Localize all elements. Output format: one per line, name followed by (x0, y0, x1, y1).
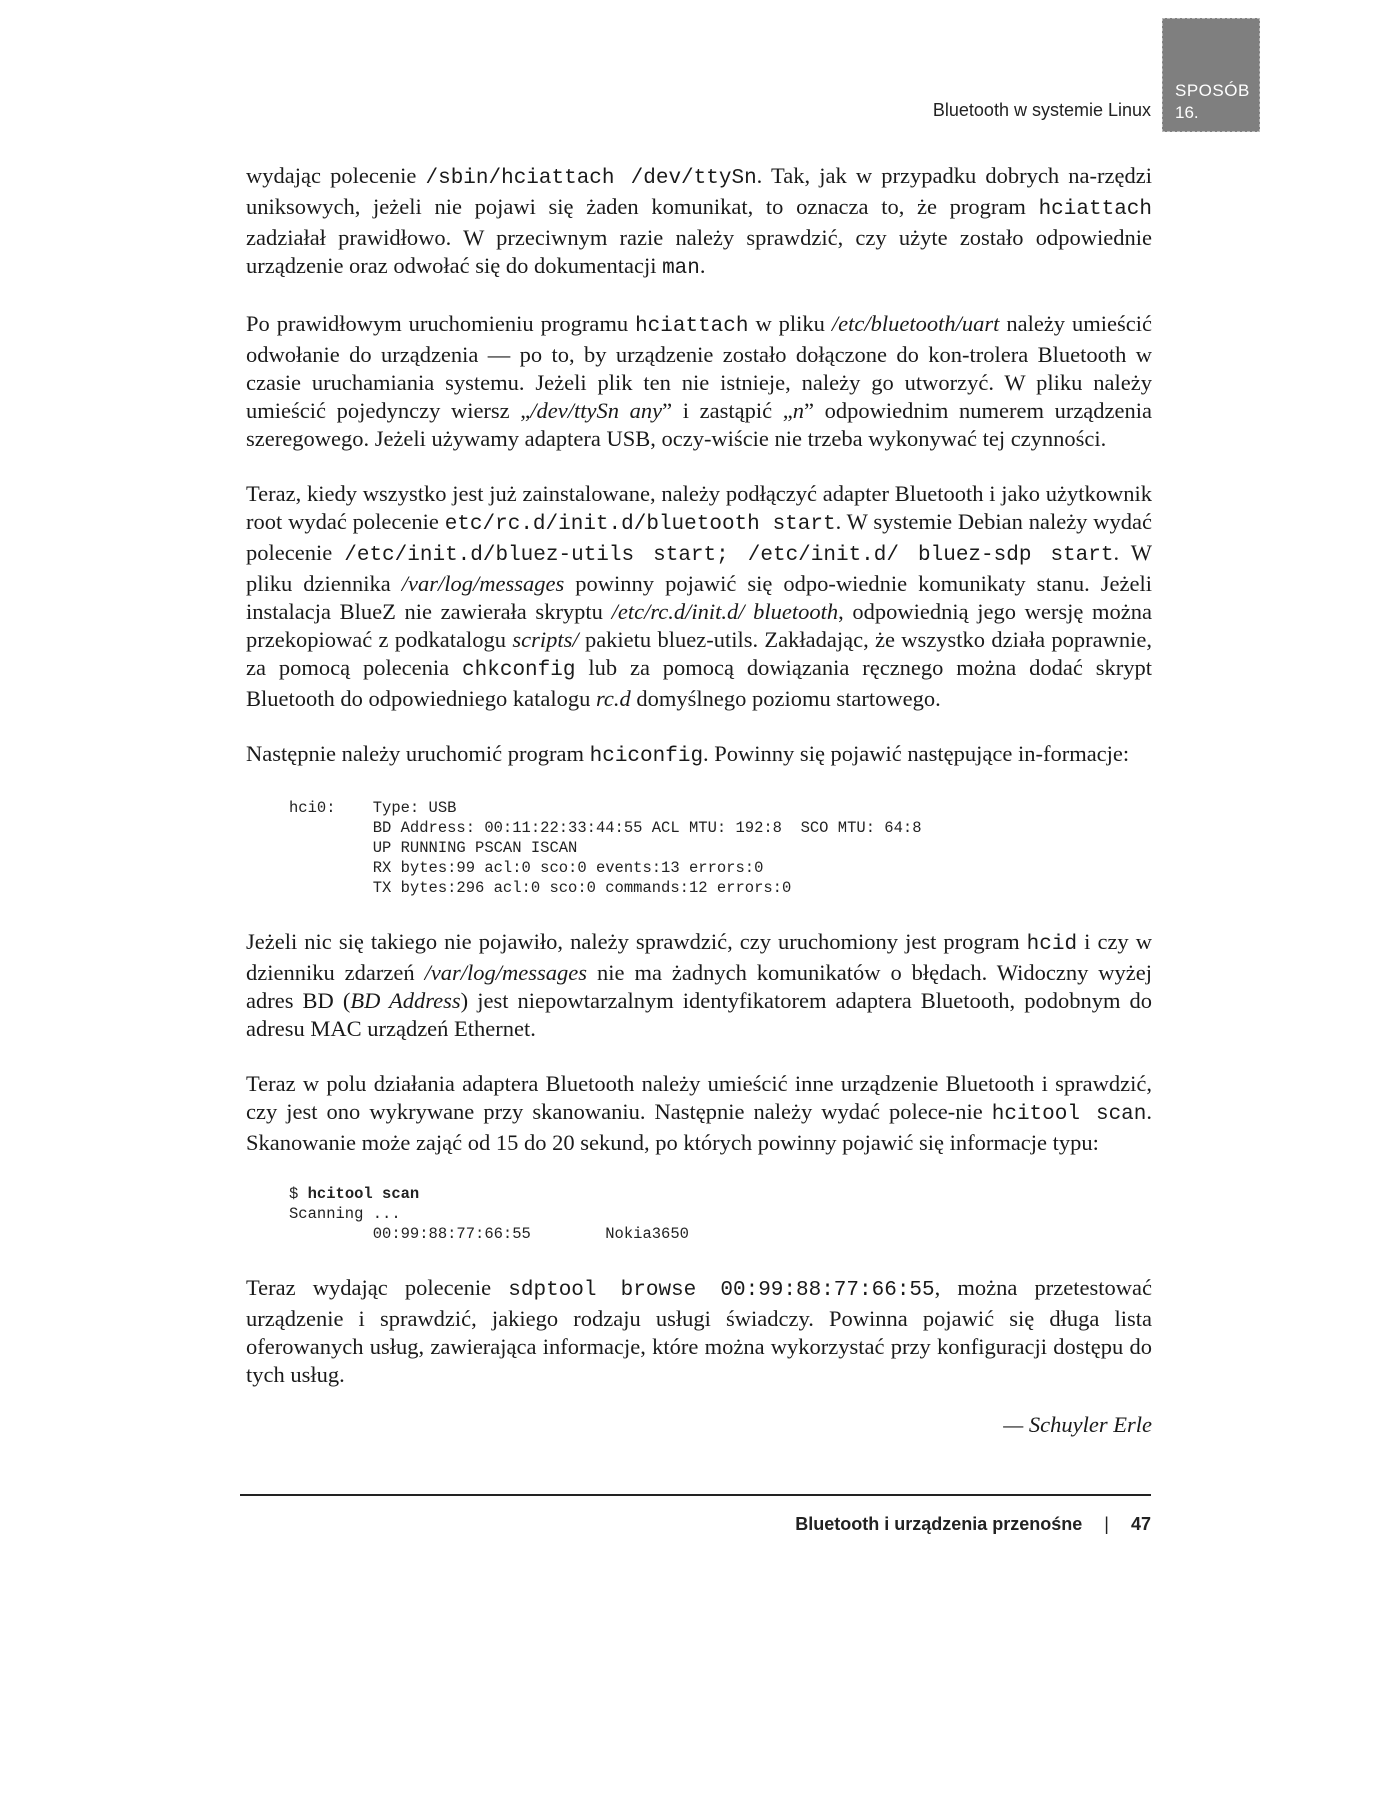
page-number: 47 (1130, 1514, 1151, 1534)
text: . Skanowanie może zająć od 15 do 20 sekund, po których powinny pojawić się informacje typu: (246, 1099, 1152, 1155)
paragraph-4 (246, 740, 1152, 771)
author-signature: — Schuyler Erle (1003, 1412, 1152, 1437)
text: Teraz w polu działania adaptera Bluetooth należy umieścić inne urządzenie Bluetooth i sprawdzić, czy jest ono wykrywane przy skanowaniu. Następnie należy wydać polece-nie (246, 1071, 1152, 1124)
italic-text: BD Address (350, 988, 461, 1013)
text: ) jest niepowtarzalnym identyfikatorem adaptera Bluetooth, podobnym do adresu MAC urządzeń Ethernet. (246, 988, 1152, 1041)
hcitool-scan-output (289, 1184, 1152, 1244)
inline-code: sdptool browse 00:99:88:77:66:55 (508, 1279, 935, 1302)
text: zadziałał prawidłowo. W przeciwnym razie należy sprawdzić, czy użyte zostało odpowiednie urządzenie oraz odwołać się do dokumentacji (246, 225, 1152, 278)
page-footer (240, 1514, 1151, 1535)
paragraph-6 (246, 1070, 1152, 1157)
paragraph-1 (246, 162, 1152, 283)
text: . (699, 253, 706, 278)
paragraph-5 (246, 928, 1152, 1043)
footer-separator: | (1104, 1514, 1109, 1534)
inline-code: /etc/init.d/bluez-utils start; /etc/init.d/ bluez-sdp start (344, 544, 1114, 567)
shell-command: hcitool scan (307, 1185, 420, 1203)
hack-tab (1162, 18, 1260, 132)
file-path: /etc/bluetooth/uart (831, 311, 1000, 336)
file-path: /var/log/messages (424, 960, 588, 985)
text: . Powinny się pojawić następujące in-formacje: (703, 741, 1130, 766)
inline-code: etc/rc.d/init.d/bluetooth start (444, 513, 836, 536)
paragraph-7 (246, 1274, 1152, 1389)
file-path: /var/log/messages (401, 571, 565, 596)
text: Po prawidłowym uruchomieniu programu (246, 311, 636, 336)
running-head: Bluetooth w systemie Linux (932, 100, 1151, 120)
text: Jeżeli nic się takiego nie pojawiło, należy sprawdzić, czy uruchomiony jest program (246, 929, 1027, 954)
text: należy umieścić odwołanie do urządzenia — po to, by urządzenie zostało dołączone do kon-trolera Bluetooth w czasie uruchamiania systemu. Jeżeli plik ten nie istnieje, należy go utworzyć. W pliku należy umieścić pojedynczy wiersz „ (246, 311, 1152, 423)
text: Teraz, kiedy wszystko jest już zainstalowane, należy podłączyć adapter Bluetooth i jako użytkownik root wydać polecenie (246, 481, 1152, 534)
tab-label: SPOSÓB (1175, 81, 1250, 100)
text: . W pliku dziennika (246, 540, 1152, 596)
text: ” odpowiednim numerem urządzenia szeregowego. Jeżeli używamy adaptera USB, oczy-wiście nie trzeba wykonywać tej czynności. (246, 398, 1153, 451)
hciconfig-output: hci0: Type: USB BD Address: 00:11:22:33:44:55 ACL MTU: 192:8 SCO MTU: 64:8 UP RUNNING PSCAN ISCAN RX bytes:99 acl:0 sco:0 events:13 errors:0 TX bytes:296 acl:0 sco:0 commands:12 errors:0 (289, 799, 922, 897)
file-path: scripts/ (512, 627, 579, 652)
page-body (246, 162, 1152, 1438)
text: Następnie należy uruchomić program (246, 741, 590, 766)
text: , odpowiednią jego wersję można przekopiować z podkatalogu (246, 599, 1152, 652)
text: lub za pomocą dowiązania ręcznego można dodać skrypt Bluetooth do odpowiedniego katalogu (246, 655, 1152, 711)
text: i czy w dzienniku zdarzeń (246, 929, 1152, 985)
tab-number: 16. (1175, 103, 1199, 122)
italic-text: n (792, 398, 804, 423)
inline-code: hciconfig (589, 745, 704, 768)
inline-code: /sbin/hciattach /dev/ttySn (425, 167, 757, 190)
inline-code: hcid (1026, 933, 1078, 956)
footer-book-title: Bluetooth i urządzenia przenośne (795, 1514, 1083, 1534)
text: pakietu bluez-utils. Zakładając, że wszystko działa poprawnie, za pomocą polecenia (246, 627, 1152, 680)
inline-code: man (662, 257, 700, 280)
inline-code: hciattach (635, 315, 749, 338)
text: Teraz wydając polecenie (246, 1275, 509, 1300)
text: . W systemie Debian należy wydać polecenie (246, 509, 1152, 565)
text: , można przetestować urządzenie i sprawdzić, jakiego rodzaju usługi świadczy. Powinna pojawić się długa lista oferowanych usług, zawierająca informacje, które można wykorzystać przy konfiguracji dostępu do tych usług. (246, 1275, 1152, 1387)
text: powinny pojawić się odpo-wiednie komunikaty stanu. Jeżeli instalacja BlueZ nie zawierała skryptu (246, 571, 1153, 624)
text: ” i zastąpić „ (662, 398, 793, 423)
file-path: /dev/ttySn any (530, 398, 663, 423)
scan-result: Scanning ... 00:99:88:77:66:55 Nokia3650 (289, 1205, 689, 1243)
paragraph-2 (246, 310, 1152, 453)
text: nie ma żadnych komunikatów o błędach. Widoczny wyżej adres BD ( (246, 960, 1152, 1013)
inline-code: hciattach (1038, 198, 1152, 221)
file-path: rc.d (595, 686, 631, 711)
text: w pliku (748, 311, 832, 336)
footer-rule (240, 1494, 1151, 1496)
text: wydając polecenie (246, 163, 426, 188)
paragraph-3 (246, 480, 1152, 713)
shell-prompt: $ (289, 1185, 308, 1203)
file-path: /etc/rc.d/init.d/ bluetooth (611, 599, 839, 624)
inline-code: chkconfig (462, 659, 576, 682)
inline-code: hcitool scan (991, 1103, 1147, 1126)
text: . Tak, jak w przypadku dobrych na-rzędzi uniksowych, jeżeli nie pojawi się żaden komunikat, to oznacza to, że program (246, 163, 1152, 219)
text: domyślnego poziomu startowego. (630, 686, 941, 711)
